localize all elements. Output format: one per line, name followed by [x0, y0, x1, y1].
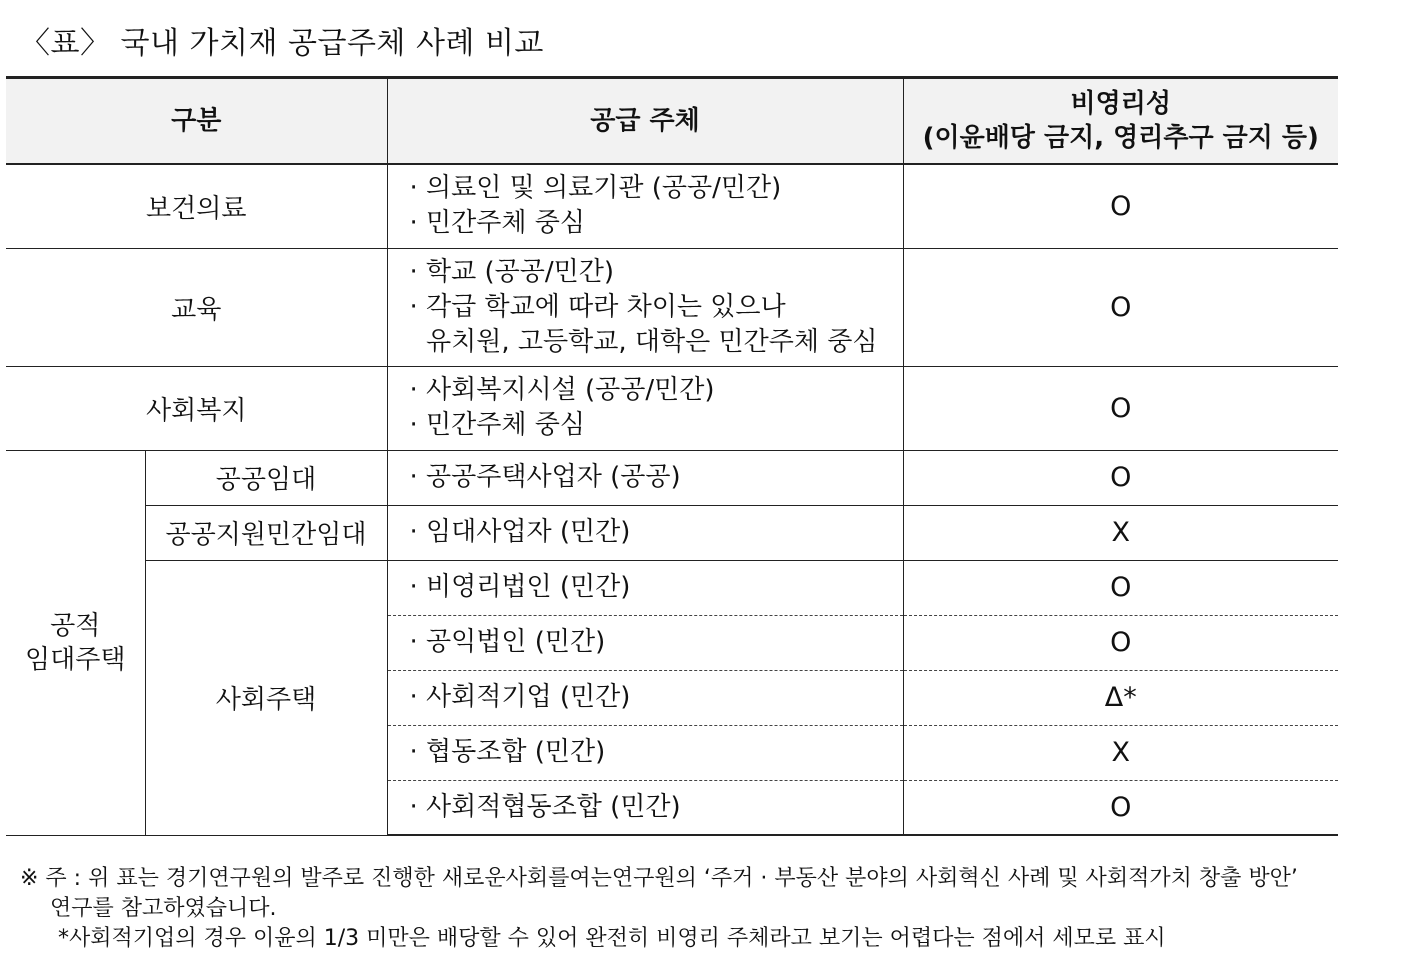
header-nonprofit-line1: 비영리성 — [1070, 89, 1171, 119]
group-label-housing — [6, 450, 145, 835]
header-supplier: 공급 주체 — [387, 78, 903, 165]
footnote-line-1: ※ 주 : 위 표는 경기연구원의 발주로 진행한 새로운사회를여는연구원의 ‘주거 · 부동산 분야의 사회혁신 사례 및 사회적가치 창출 방안’ — [20, 866, 1298, 891]
table-title: 〈표〉 국내 가치재 공급주체 사례 비교 — [20, 26, 544, 61]
header-nonprofit — [903, 78, 1338, 165]
header-row — [6, 78, 1338, 165]
row-supply: · 공공주택사업자 (공공) — [387, 450, 903, 505]
row-supply: · 공익법인 (민간) — [387, 615, 903, 670]
row-mark: O — [903, 615, 1338, 670]
row-supply — [387, 248, 903, 366]
supply-line: · 사회복지시설 (공공/민간) — [409, 375, 715, 405]
row-mark: X — [903, 505, 1338, 560]
group-label-line: 임대주택 — [25, 644, 126, 675]
table-row — [6, 248, 1338, 366]
footnote-line-2: 연구를 참고하였습니다. — [50, 896, 277, 921]
row-mark: O — [903, 164, 1338, 248]
row-mark: O — [903, 560, 1338, 615]
table-row — [6, 505, 1338, 560]
row-supply — [387, 164, 903, 248]
supply-line: · 의료인 및 의료기관 (공공/민간) — [409, 173, 782, 204]
footnote-line-3: *사회적기업의 경우 이윤의 1/3 미만은 배당할 수 있어 완전히 비영리 주체라고 보기는 어렵다는 점에서 세모로 표시 — [58, 926, 1166, 951]
row-mark: Δ* — [903, 670, 1338, 725]
supply-line: · 민간주체 중심 — [409, 208, 586, 239]
row-supply — [387, 366, 903, 450]
row-mark: O — [903, 248, 1338, 366]
row-supply: · 사회적협동조합 (민간) — [387, 780, 903, 835]
row-supply: · 임대사업자 (민간) — [387, 505, 903, 560]
row-mark: O — [903, 366, 1338, 450]
table-row — [6, 450, 1338, 505]
row-label-social-housing: 사회주택 — [145, 560, 387, 835]
row-mark: O — [903, 780, 1338, 835]
row-label: 공공임대 — [145, 450, 387, 505]
row-label: 보건의료 — [6, 164, 387, 248]
table-row — [6, 560, 1338, 615]
row-mark: O — [903, 450, 1338, 505]
supply-line: 유치원, 고등학교, 대학은 민간주체 중심 — [409, 326, 878, 357]
header-nonprofit-line2: (이윤배당 금지, 영리추구 금지 등) — [922, 123, 1319, 153]
row-mark: X — [903, 725, 1338, 780]
supply-line: · 각급 학교에 따라 차이는 있으나 — [409, 291, 786, 322]
supply-line: · 학교 (공공/민간) — [409, 256, 615, 287]
supply-line: · 민간주체 중심 — [409, 410, 586, 440]
row-label: 교육 — [6, 248, 387, 366]
table-row — [6, 366, 1338, 450]
row-label: 사회복지 — [6, 366, 387, 450]
group-label-line: 공적 — [50, 610, 101, 641]
header-category: 구분 — [6, 78, 387, 165]
row-label: 공공지원민간임대 — [145, 505, 387, 560]
table-row — [6, 164, 1338, 248]
row-supply: · 협동조합 (민간) — [387, 725, 903, 780]
row-supply: · 사회적기업 (민간) — [387, 670, 903, 725]
row-supply: · 비영리법인 (민간) — [387, 560, 903, 615]
supplier-comparison-table — [6, 76, 1338, 836]
